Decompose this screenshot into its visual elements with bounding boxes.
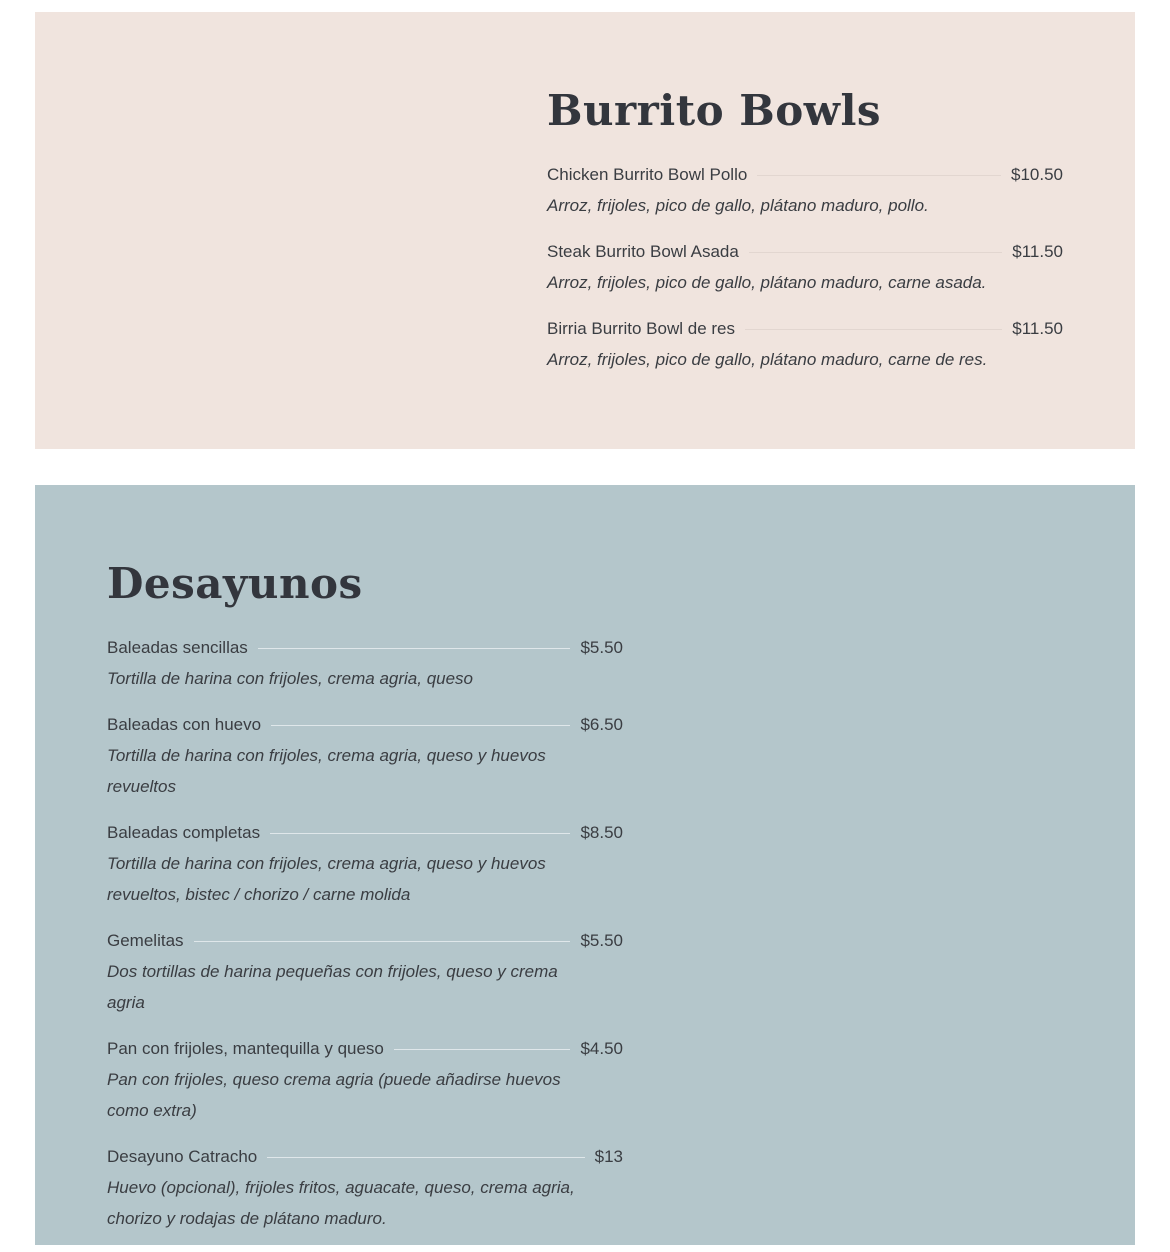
burrito-bowls-section (35, 12, 1135, 449)
menu-item-name: Desayuno Catracho (107, 1147, 258, 1166)
menu-item-name: Pan con frijoles, mantequilla y queso (107, 1039, 384, 1058)
menu-item-description: Huevo (opcional), frijoles fritos, aguacate, queso, crema agria, chorizo y rodajas de plátano maduro. (107, 1178, 575, 1228)
menu-item-header (107, 928, 623, 954)
leader-line (745, 329, 1002, 330)
menu-item-description: Dos tortillas de harina pequeñas con frijoles, queso y crema agria (107, 962, 558, 1012)
menu-item-price: $8.50 (580, 823, 623, 842)
leader-line (757, 175, 1001, 176)
menu-item-description: Pan con frijoles, queso crema agria (puede añadirse huevos como extra) (107, 1070, 561, 1120)
menu-item-price: $11.50 (1012, 319, 1063, 338)
menu-item-description: Arroz, frijoles, pico de gallo, plátano maduro, carne de res. (547, 350, 988, 369)
menu-item-description: Arroz, frijoles, pico de gallo, plátano maduro, pollo. (547, 196, 929, 215)
menu-item-description: Arroz, frijoles, pico de gallo, plátano maduro, carne asada. (547, 273, 987, 292)
menu-item-name: Baleadas sencillas (107, 638, 248, 657)
menu-item-header (107, 1144, 623, 1170)
menu-item (547, 239, 1063, 298)
menu-item-name: Steak Burrito Bowl Asada (547, 242, 739, 261)
menu-item-header (547, 162, 1063, 188)
menu-item (547, 162, 1063, 221)
menu-item (107, 712, 623, 802)
menu-item-name: Baleadas completas (107, 823, 261, 842)
menu-item-header (107, 820, 623, 846)
menu-item-header (107, 1036, 623, 1062)
menu-item-header (107, 712, 623, 738)
leader-line (394, 1049, 571, 1050)
menu-item (107, 1036, 623, 1126)
menu-item (107, 1144, 623, 1234)
menu-item (107, 928, 623, 1018)
leader-line (258, 648, 571, 649)
desayunos-menu (107, 557, 623, 1252)
menu-item-price: $13 (594, 1147, 623, 1166)
burrito-bowls-menu (547, 84, 1063, 393)
desayunos-section (35, 485, 1135, 1245)
menu-item (547, 316, 1063, 375)
menu-item (107, 635, 623, 694)
leader-line (270, 833, 570, 834)
menu-item-name: Gemelitas (107, 931, 184, 950)
leader-line (194, 941, 571, 942)
menu-item (107, 820, 623, 910)
menu-item-price: $11.50 (1012, 242, 1063, 261)
menu-item-description: Tortilla de harina con frijoles, crema agria, queso (107, 669, 474, 688)
section-title: Desayunos (107, 559, 363, 608)
menu-item-description: Tortilla de harina con frijoles, crema agria, queso y huevos revueltos, bistec / chorizo / carne molida (107, 854, 546, 904)
menu-item-header (547, 239, 1063, 265)
leader-line (749, 252, 1002, 253)
menu-item-price: $4.50 (580, 1039, 623, 1058)
menu-item-description: Tortilla de harina con frijoles, crema agria, queso y huevos revueltos (107, 746, 546, 796)
menu-item-header (107, 635, 623, 661)
menu-item-price: $10.50 (1011, 165, 1063, 184)
menu-item-name: Birria Burrito Bowl de res (547, 319, 736, 338)
menu-item-header (547, 316, 1063, 342)
menu-item-price: $5.50 (580, 931, 623, 950)
menu-item-name: Baleadas con huevo (107, 715, 262, 734)
menu-item-price: $6.50 (580, 715, 623, 734)
menu-item-name: Chicken Burrito Bowl Pollo (547, 165, 748, 184)
menu-item-price: $5.50 (580, 638, 623, 657)
leader-line (267, 1157, 584, 1158)
section-title: Burrito Bowls (547, 86, 882, 135)
leader-line (271, 725, 570, 726)
